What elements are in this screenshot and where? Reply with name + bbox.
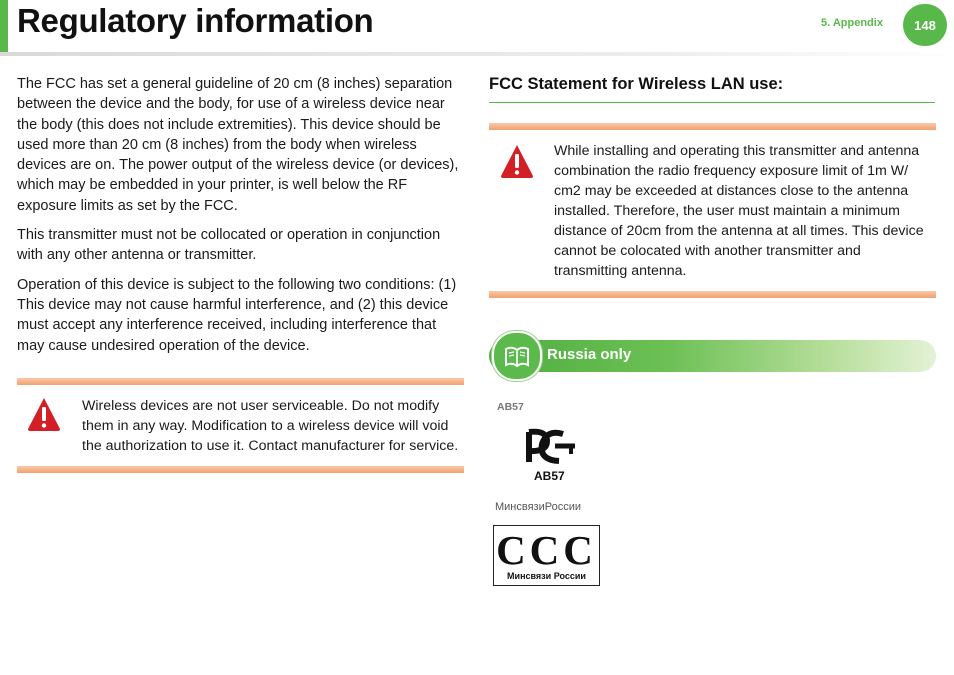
ccc-letters: CCC (496, 527, 597, 573)
ccc-certification-mark (493, 525, 600, 586)
warning-icon (27, 396, 61, 432)
notice-bottom-rule (489, 291, 936, 298)
fcc-heading-rule (489, 102, 935, 103)
page-number-badge: 148 (903, 4, 947, 46)
section-label[interactable]: 5. Appendix (821, 17, 883, 29)
paragraph-fcc-guideline: The FCC has set a general guideline of 20 cm (8 inches) separation between the device and the body, for use of a wireless device near the body (this does not include extremities). This device should be used more than 20 cm (8 inches) from the body when wireless devices are on. The power output of the wireless device (or devices), which may be embedded in your printer, is well below the RF exposure limits as set by the FCC. (17, 76, 459, 214)
pct-mark-code: AB57 (534, 469, 565, 483)
book-icon (502, 341, 532, 371)
warning-icon (500, 143, 534, 179)
paragraph-collocation: This transmitter must not be collocated or operation in conjunction with any other antenna or transmitter. (17, 227, 441, 264)
fcc-warning-text: While installing and operating this transmitter and antenna combination the radio frequency exposure limit of 1m W/ cm2 may be exceeded at distances close to the antenna installed. Therefore, the user must maintain a minimum distance of 20cm from the antenna at all times. This device cannot be colocated with another transmitter and transmitting antenna. (554, 143, 924, 279)
notice-bottom-rule (17, 466, 464, 473)
warning-text: Wireless devices are not user serviceable. Do not modify them in any way. Modification to a wireless device will void the authorization to use it. Contact manufacturer for service. (82, 398, 459, 454)
certification-code: AB57 (497, 401, 524, 413)
title-accent-bar (0, 0, 8, 52)
warning-notice-left (17, 378, 464, 474)
ministry-label: МинсвязиРоссии (495, 501, 582, 513)
russia-section-icon (492, 331, 542, 381)
russia-section-label: Russia only (547, 346, 632, 363)
left-column (17, 74, 467, 365)
ccc-caption: Минсвязи России (507, 571, 586, 581)
paragraph-conditions: Operation of this device is subject to the following two conditions: (1) This device may not cause harmful interference, and (2) this device must accept any interference received, including interference that may cause undesired operation of the device. (17, 276, 457, 354)
pct-certification-mark (517, 424, 579, 484)
fcc-heading: FCC Statement for Wireless LAN use: (489, 75, 784, 93)
header-rule (0, 52, 954, 56)
notice-top-rule (489, 123, 936, 130)
notice-top-rule (17, 378, 464, 385)
warning-notice-fcc (489, 123, 936, 299)
page-title: Regulatory information (17, 2, 374, 39)
